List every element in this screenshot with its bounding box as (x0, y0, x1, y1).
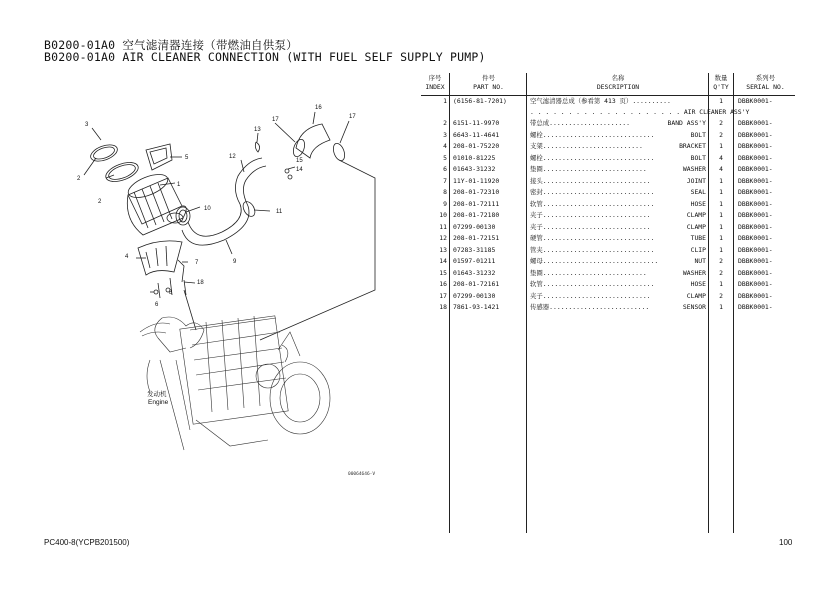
row-index: 10 (421, 210, 450, 222)
row-description (527, 176, 709, 188)
row-serial-no: DBBK0001- (738, 257, 773, 265)
page-title-english: B0200-01A0 AIR CLEANER CONNECTION (WITH FUEL SELF SUPPLY PUMP) (44, 50, 486, 64)
row-description (527, 268, 709, 280)
row-quantity: 4 (709, 153, 734, 165)
row-index: 7 (421, 176, 450, 188)
row-description (527, 291, 709, 303)
row-serial-no: DBBK0001- (738, 165, 773, 173)
row-index-empty (421, 107, 450, 118)
header-serial-no: 系列号 SERIAL NO. (734, 73, 796, 95)
filler-cell (421, 314, 450, 534)
table-row (421, 302, 795, 314)
row-quantity: 1 (709, 233, 734, 245)
row-quantity: 4 (709, 164, 734, 176)
header-description: 名称 DESCRIPTION (527, 73, 709, 95)
row-description (527, 141, 709, 153)
row-index: 18 (421, 302, 450, 314)
callout-14: 14 (296, 167, 303, 173)
row-serial-no: DBBK0001- (738, 222, 773, 231)
callout-5: 5 (185, 155, 189, 161)
table-row (421, 245, 795, 257)
row-description (527, 233, 709, 245)
band-assembly-upper (88, 142, 119, 165)
row-quantity: 1 (709, 176, 734, 188)
row-quantity: 2 (709, 291, 734, 303)
row-description (527, 153, 709, 165)
row-quantity: 1 (709, 141, 734, 153)
row-description-cn: 硬管............................. (530, 234, 655, 242)
table-row (421, 291, 795, 303)
row-description-en: CLIP (690, 245, 706, 254)
row-description-sub: . . . . . . . . . . . . . . . . . . . . AIR CLEANER ASS'Y (527, 107, 709, 118)
table-row (421, 141, 795, 153)
row-description (527, 130, 709, 142)
row-index: 5 (421, 153, 450, 165)
callout-1: 1 (177, 182, 181, 188)
table-row (421, 118, 795, 130)
row-description-en: BOLT (690, 153, 706, 162)
row-description (527, 256, 709, 268)
table-header-row (421, 73, 795, 95)
row-quantity: 2 (709, 118, 734, 130)
header-part-no: 件号 PART NO. (450, 73, 527, 95)
row-part-no: 6151-11-9970 (450, 118, 527, 130)
header-quantity: 数量 Q'TY (709, 73, 734, 95)
row-description-cn: 接头............................ (530, 176, 651, 185)
row-description-en: TUBE (690, 234, 706, 242)
row-index: 2 (421, 118, 450, 130)
table-row (421, 95, 795, 107)
row-description-cn: 夹子............................ (530, 211, 651, 219)
row-serial-no: DBBK0001- (738, 153, 773, 162)
row-description-cn: 软管............................. (530, 199, 655, 208)
filler-cell (709, 314, 734, 534)
row-part-no: 208-01-72180 (450, 210, 527, 222)
row-description-en: CLAMP (686, 211, 706, 219)
row-index: 4 (421, 141, 450, 153)
row-description-en: BRACKET (679, 142, 706, 150)
callout-15: 15 (296, 158, 303, 164)
table-row (421, 222, 795, 234)
row-description-en: JOINT (686, 176, 706, 185)
row-description-cn: 软管............................. (530, 280, 655, 288)
row-quantity: 2 (709, 268, 734, 280)
engine-label-en: Engine (148, 399, 169, 406)
air-cleaner-body (125, 170, 186, 235)
table-row (421, 176, 795, 188)
row-index: 3 (421, 130, 450, 142)
row-part-no: 208-01-72310 (450, 187, 527, 199)
callout-17a: 17 (272, 117, 279, 123)
callout-17b: 17 (349, 114, 356, 120)
row-quantity: 1 (709, 199, 734, 211)
row-description (527, 118, 709, 130)
exploded-parts-diagram (0, 0, 420, 540)
callout-3: 3 (85, 122, 89, 128)
table-row (421, 210, 795, 222)
row-description-en: HOSE (690, 199, 706, 208)
row-description-cn: 传感器.......................... (530, 303, 650, 311)
row-serial-no: DBBK0001- (738, 96, 773, 105)
callout-10: 10 (204, 206, 211, 212)
row-part-no: 208-01-72151 (450, 233, 527, 245)
row-part-no: 01597-01211 (450, 256, 527, 268)
filler-cell (734, 314, 796, 534)
row-serial-no: DBBK0001- (738, 119, 773, 127)
table-row (421, 268, 795, 280)
row-serial-no: DBBK0001- (738, 130, 773, 139)
row-description-en (704, 96, 706, 108)
row-description-cn: 空气滤清器总成（参看第 413 页）.......... (530, 96, 671, 105)
table-row (421, 130, 795, 142)
row-serial-no: DBBK0001- (738, 280, 773, 288)
filler-cell (450, 314, 527, 534)
page-title-chinese: B0200-01A0 空气滤清器连接（带燃油自供泵） (44, 38, 298, 52)
row-quantity: 1 (709, 245, 734, 257)
row-description-en: HOSE (690, 280, 706, 288)
row-description-cn: 螺栓............................. (530, 153, 655, 162)
row-index: 8 (421, 187, 450, 199)
row-description (527, 164, 709, 176)
drawing-code: 00064646-V (348, 472, 376, 477)
callout-18: 18 (197, 280, 204, 286)
row-description-en: SEAL (690, 188, 706, 196)
row-serial-no: DBBK0001- (738, 234, 773, 242)
callout-12: 12 (229, 154, 236, 160)
row-description-en: BOLT (690, 130, 706, 139)
row-quantity: 1 (709, 187, 734, 199)
row-description-cn: 夹子............................ (530, 291, 651, 300)
table-row (421, 199, 795, 211)
row-serial-no: DBBK0001- (738, 188, 773, 196)
row-quantity: 2 (709, 256, 734, 268)
row-serial-no: DBBK0001- (738, 142, 773, 150)
row-quantity: 1 (709, 95, 734, 107)
engine-illustration (140, 316, 330, 450)
row-quantity: 2 (709, 130, 734, 142)
row-part-no: 208-01-72161 (450, 279, 527, 291)
callout-16: 16 (315, 105, 322, 111)
row-description-en: BAND ASS'Y (667, 119, 706, 127)
row-quantity: 1 (709, 222, 734, 234)
row-index: 13 (421, 245, 450, 257)
row-description-en: CLAMP (686, 222, 706, 231)
table-row (421, 187, 795, 199)
callout-6: 6 (155, 302, 159, 308)
row-description-cn: 支架.......................... (530, 142, 643, 150)
table-row (421, 256, 795, 268)
row-index: 16 (421, 279, 450, 291)
row-description-cn: 夹子............................ (530, 222, 651, 231)
row-description (527, 199, 709, 211)
row-serial-no: DBBK0001- (738, 211, 773, 219)
row-description (527, 187, 709, 199)
row-part-no: 01643-31232 (450, 164, 527, 176)
row-index: 17 (421, 291, 450, 303)
row-index: 1 (421, 95, 450, 107)
row-description-cn: 管夹............................. (530, 245, 655, 254)
row-description-cn: 垫圈........................... (530, 268, 647, 277)
row-description-en: CLAMP (686, 291, 706, 300)
row-description-cn: 螺母.............................. (530, 257, 659, 265)
row-description (527, 95, 709, 107)
header-index: 序号 INDEX (421, 73, 450, 95)
band-assembly-lower (103, 159, 140, 186)
row-serial-no: DBBK0001- (738, 199, 773, 208)
row-part-no: 208-01-75220 (450, 141, 527, 153)
row-part-no: (6156-81-7201) (450, 95, 527, 107)
row-serial-no: DBBK0001- (738, 268, 773, 277)
callout-2b: 2 (98, 199, 102, 205)
table-row (421, 233, 795, 245)
table-filler-row (421, 314, 795, 534)
callout-9: 9 (233, 259, 237, 265)
row-description-en: WASHER (682, 165, 706, 173)
row-serial-no: DBBK0001- (738, 245, 773, 254)
row-description (527, 245, 709, 257)
row-part-no: 208-01-72111 (450, 199, 527, 211)
row-description-en: WASHER (682, 268, 706, 277)
row-serial-no: DBBK0001- (738, 176, 773, 185)
row-part-no: 6643-11-4641 (450, 130, 527, 142)
row-index: 11 (421, 222, 450, 234)
row-index: 6 (421, 164, 450, 176)
row-description-cn: 带总成..................... (530, 119, 630, 127)
row-serial-no: DBBK0001- (738, 291, 773, 300)
row-description (527, 210, 709, 222)
row-index: 14 (421, 256, 450, 268)
callout-13: 13 (254, 127, 261, 133)
parts-list-table (421, 73, 795, 533)
row-description-en: NUT (694, 257, 706, 265)
row-part-no: 07299-00130 (450, 222, 527, 234)
callout-2a: 2 (77, 176, 81, 182)
row-part-empty (450, 107, 527, 118)
tube (235, 158, 266, 206)
row-index: 15 (421, 268, 450, 280)
row-part-no: 07283-31185 (450, 245, 527, 257)
row-quantity: 1 (709, 210, 734, 222)
callout-4: 4 (125, 254, 129, 260)
model-number: PC400-8(YCPB201500) (44, 538, 130, 547)
row-part-no: 11Y-01-11920 (450, 176, 527, 188)
callout-8: 8 (169, 290, 173, 296)
row-quantity: 1 (709, 279, 734, 291)
table-row (421, 164, 795, 176)
hose-upper (296, 124, 330, 158)
row-serial-no: DBBK0001- (738, 303, 773, 311)
row-index: 12 (421, 233, 450, 245)
row-description-cn: 螺栓............................. (530, 130, 655, 139)
row-description-en: SENSOR (682, 303, 706, 311)
row-description (527, 279, 709, 291)
row-part-no: 01010-81225 (450, 153, 527, 165)
table-row (421, 153, 795, 165)
row-description-cn: 垫圈........................... (530, 165, 647, 173)
row-description (527, 302, 709, 314)
row-part-no: 07299-00130 (450, 291, 527, 303)
callout-7: 7 (195, 260, 199, 266)
filler-cell (527, 314, 709, 534)
engine-label-cn: 发动机 (147, 391, 167, 398)
page-number: 100 (779, 538, 793, 547)
row-part-no: 01643-31232 (450, 268, 527, 280)
row-part-no: 7861-93-1421 (450, 302, 527, 314)
callout-11: 11 (276, 209, 283, 215)
row-description-cn: 密封............................. (530, 188, 655, 196)
table-row (421, 279, 795, 291)
row-description (527, 222, 709, 234)
table-row-continuation (421, 107, 795, 118)
row-index: 9 (421, 199, 450, 211)
row-quantity: 1 (709, 302, 734, 314)
